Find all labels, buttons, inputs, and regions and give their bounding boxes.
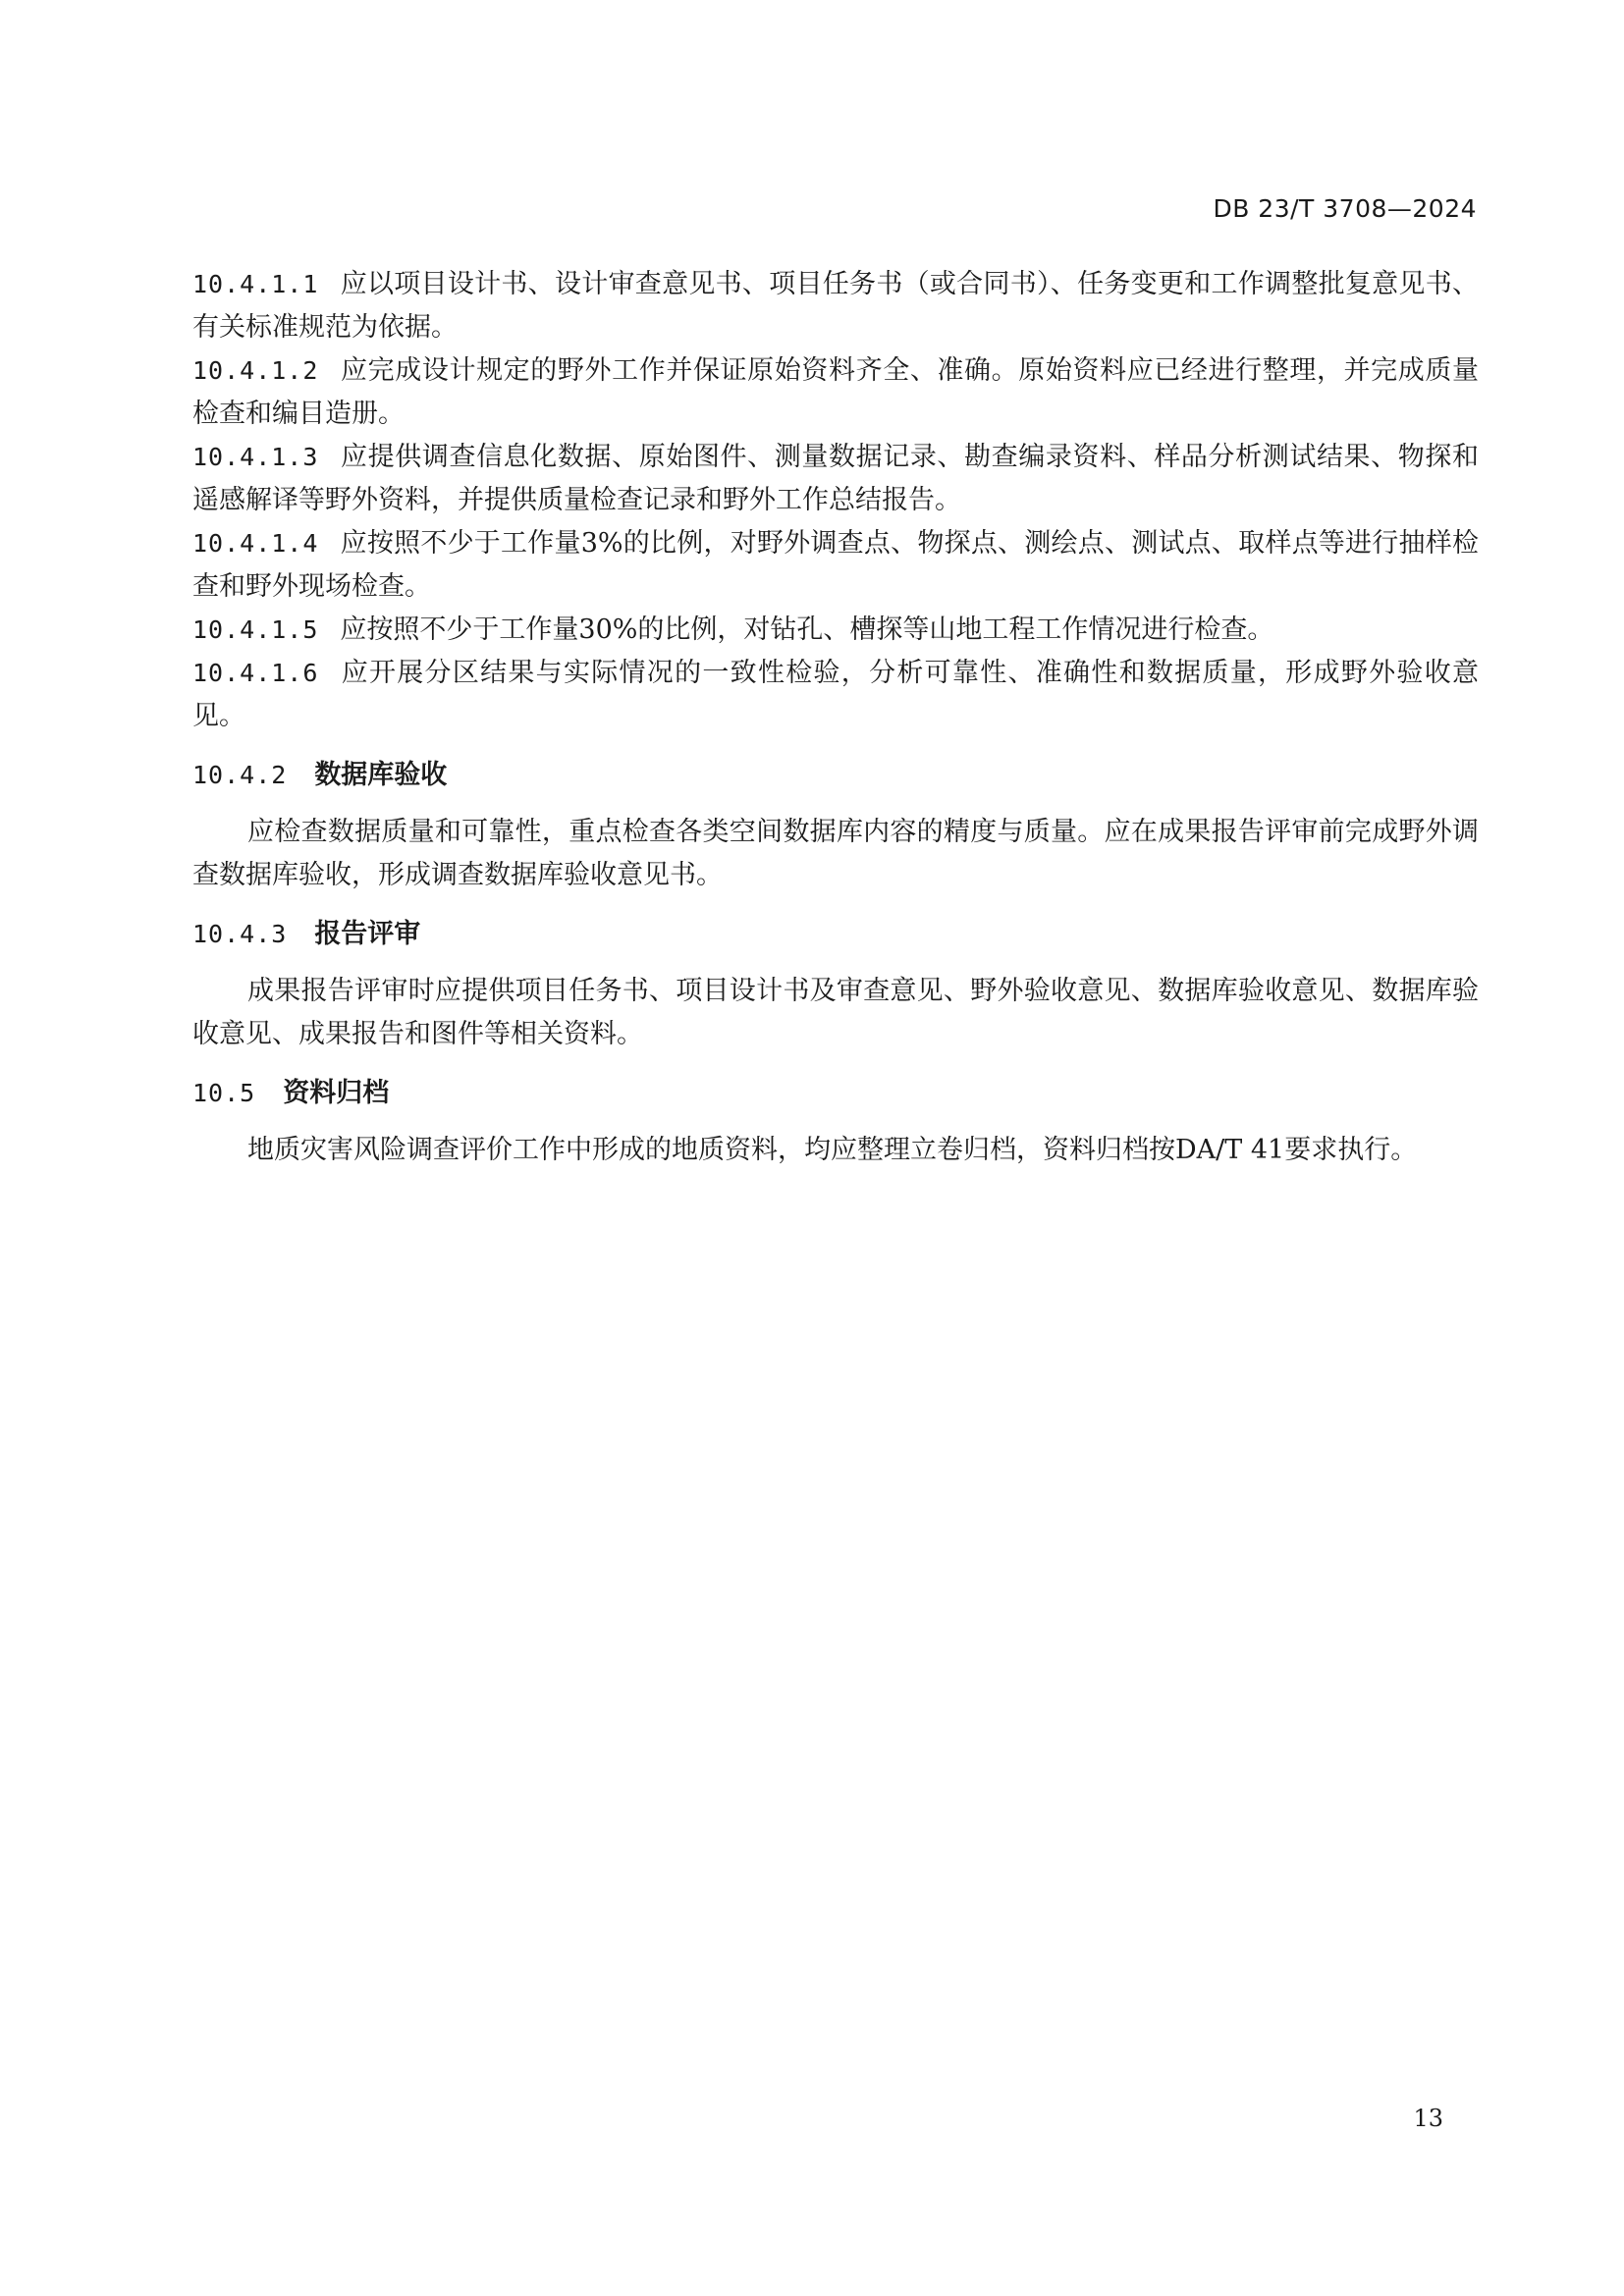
section-heading-10-4-3 [192, 913, 1479, 956]
clause-10-4-1-6 [192, 652, 1479, 738]
section-title: 数据库验收 [314, 760, 448, 790]
document-body [192, 263, 1479, 1172]
clause-10-4-1-3 [192, 436, 1479, 522]
section-body-10-4-3: 成果报告评审时应提供项目任务书、项目设计书及审查意见、野外验收意见、数据库验收意见、数据库验收意见、成果报告和图件等相关资料。 [192, 976, 1479, 1049]
clause-text: 应开展分区结果与实际情况的一致性检验，分析可靠性、准确性和数据质量，形成野外验收意见。 [192, 658, 1479, 731]
section-number: 10.4.3 [192, 920, 288, 948]
clause-10-4-1-5 [192, 609, 1479, 652]
section-heading-10-4-2 [192, 754, 1479, 797]
clause-10-4-1-2 [192, 349, 1479, 436]
section-title: 报告评审 [314, 919, 421, 949]
page-number: 13 [1413, 2105, 1443, 2132]
clause-number: 10.4.1.6 [192, 659, 319, 687]
section-number: 10.5 [192, 1079, 256, 1107]
section-heading-10-5 [192, 1072, 1479, 1115]
clause-number: 10.4.1.1 [192, 270, 319, 298]
document-code: DB 23/T 3708—2024 [1213, 194, 1477, 223]
clause-number: 10.4.1.5 [192, 615, 319, 644]
clause-number: 10.4.1.2 [192, 356, 319, 385]
clause-text: 应按照不少于工作量3%的比例，对野外调查点、物探点、测绘点、测试点、取样点等进行抽样检查和野外现场检查。 [192, 528, 1479, 602]
clause-10-4-1-4 [192, 522, 1479, 609]
section-body-10-5: 地质灾害风险调查评价工作中形成的地质资料，均应整理立卷归档，资料归档按DA/T 41要求执行。 [247, 1135, 1418, 1165]
section-body-10-4-2: 应检查数据质量和可靠性，重点检查各类空间数据库内容的精度与质量。应在成果报告评审前完成野外调查数据库验收，形成调查数据库验收意见书。 [192, 817, 1479, 890]
clause-10-4-1-1 [192, 263, 1479, 349]
section-title: 资料归档 [283, 1078, 390, 1108]
section-number: 10.4.2 [192, 761, 288, 789]
clause-text: 应按照不少于工作量30%的比例，对钻孔、槽探等山地工程工作情况进行检查。 [340, 614, 1274, 645]
clause-text: 应以项目设计书、设计审查意见书、项目任务书（或合同书）、任务变更和工作调整批复意见书、有关标准规范为依据。 [192, 269, 1479, 343]
clause-text: 应提供调查信息化数据、原始图件、测量数据记录、勘查编录资料、样品分析测试结果、物探和遥感解译等野外资料，并提供质量检查记录和野外工作总结报告。 [192, 442, 1479, 515]
clause-number: 10.4.1.4 [192, 529, 319, 558]
clause-number: 10.4.1.3 [192, 443, 319, 471]
clause-text: 应完成设计规定的野外工作并保证原始资料齐全、准确。原始资料应已经进行整理，并完成质量检查和编目造册。 [192, 355, 1479, 429]
